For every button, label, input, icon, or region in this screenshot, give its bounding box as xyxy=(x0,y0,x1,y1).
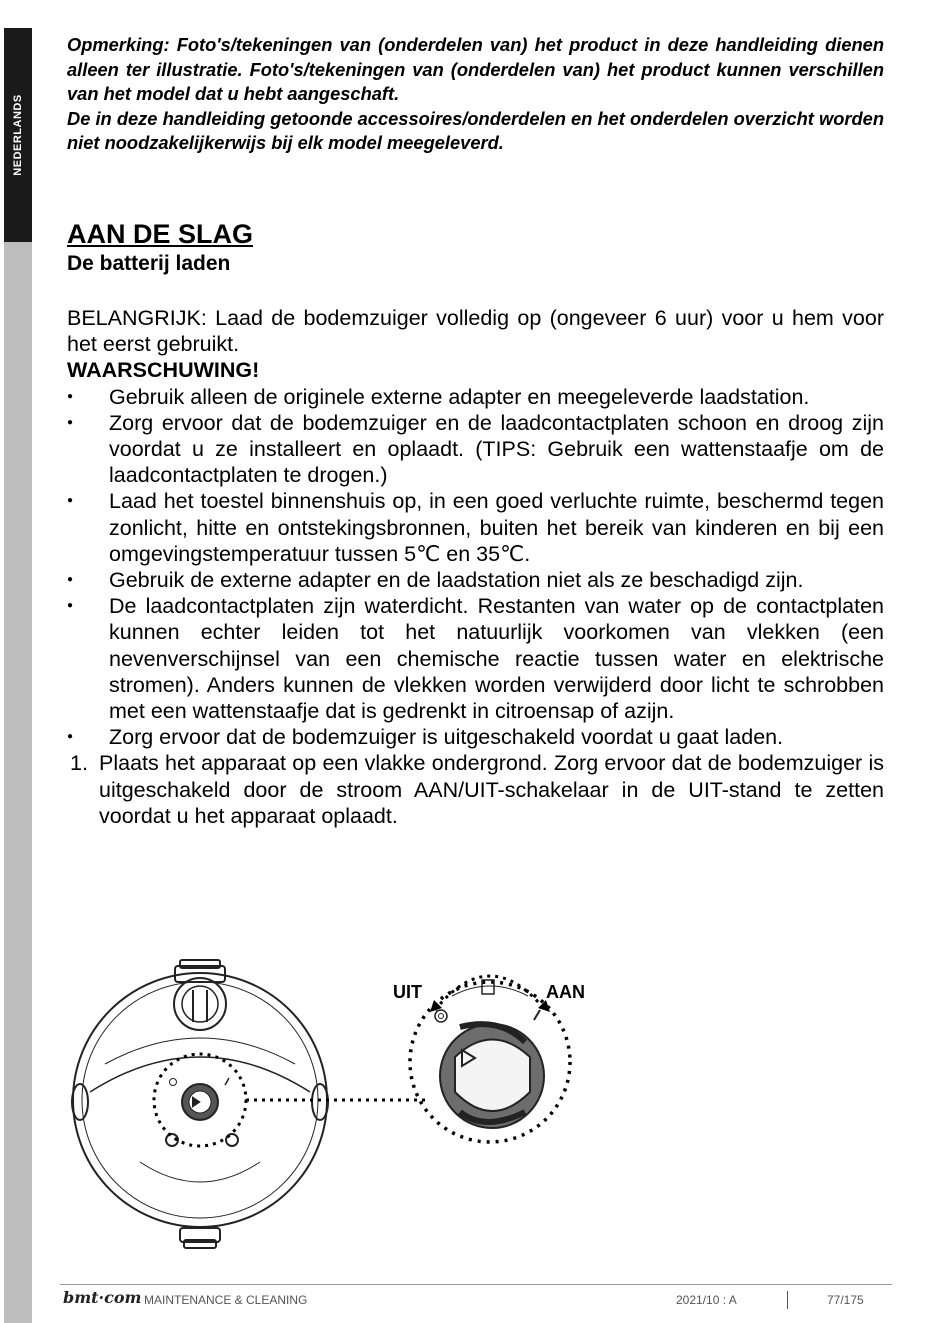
power-switch-knob xyxy=(440,1024,544,1128)
warning-list xyxy=(67,384,884,751)
step-item xyxy=(67,750,884,829)
page-number: 77/175 xyxy=(827,1293,864,1307)
instructions-body xyxy=(67,305,884,829)
list-item: ● Zorg ervoor dat de bodemzuiger is uitgeschakeld voordat u gaat laden. xyxy=(67,724,884,750)
footer-divider xyxy=(60,1284,892,1285)
label-on: AAN xyxy=(546,982,585,1002)
sidebar-strip xyxy=(4,242,32,1323)
on-symbol-icon xyxy=(534,1010,540,1020)
step-text: Plaats het apparaat op een vlakke ondergrond. Zorg ervoor dat de bodemzuiger is uitgeschakeld door de stroom AAN/UIT-schakelaar in de UIT-stand te zetten voordat u het apparaat oplaadt. xyxy=(99,751,884,828)
list-item: ● Laad het toestel binnenshuis op, in een goed verluchte ruimte, beschermd tegen zonlicht, hitte en ontstekingsbronnen, buiten het bereik van kinderen en bij een omgevingstemperatuur tussen 5℃ en 35℃. xyxy=(67,488,884,567)
list-item: ● Zorg ervoor dat de bodemzuiger en de laadcontactplaten schoon en droog zijn voordat u ze installeert en oplaadt. (TIPS: Gebruik een wattenstaafje om de laadcontactplaten te drogen.) xyxy=(67,410,884,489)
label-off: UIT xyxy=(393,982,422,1002)
pool-vacuum-drawing xyxy=(72,960,328,1248)
list-item: ● Gebruik de externe adapter en de laadstation niet als ze beschadigd zijn. xyxy=(67,567,884,593)
section-subtitle: De batterij laden xyxy=(67,252,231,275)
brand-logo: bmt·com xyxy=(63,1288,142,1307)
step-number: 1. xyxy=(70,751,88,776)
note-paragraph: De in deze handleiding getoonde accessoires/onderdelen en het onderdelen overzicht worden niet noodzakelijkerwijs bij elk model meegeleverd. xyxy=(67,107,884,153)
list-item: ● Gebruik alleen de originele externe adapter en meegeleverde laadstation. xyxy=(67,384,884,410)
list-item: ● De laadcontactplaten zijn waterdicht. Restanten van water op de contactplaten kunnen echter leiden tot het natuurlijk voorkomen van vlekken (een nevenverschijnsel van een chemische reactie tussen water en elektrische stromen). Anders kunnen de vlekken worden verwijderd door licht te schrobben met een wattenstaafje dat is gedrenkt in citroensap of azijn. xyxy=(67,593,884,724)
power-switch-illustration xyxy=(60,952,620,1262)
steps-list xyxy=(67,750,884,829)
warning-heading: WAARSCHUWING! xyxy=(67,358,260,383)
footer-version: 2021/10 : A xyxy=(676,1293,737,1307)
off-symbol-icon xyxy=(435,1010,447,1022)
footer-separator xyxy=(787,1291,788,1309)
section-title: AAN DE SLAG xyxy=(67,219,254,249)
sidebar-language-label: NEDERLANDS xyxy=(12,94,24,176)
important-paragraph: BELANGRIJK: Laad de bodemzuiger volledig op (ongeveer 6 uur) voor u hem voor het eerst gebruikt. xyxy=(67,306,884,357)
footer-section: MAINTENANCE & CLEANING xyxy=(144,1293,308,1307)
note-paragraph: Opmerking: Foto's/tekeningen van (onderdelen van) het product in deze handleiding dienen alleen ter illustratie. Foto's/tekeningen van (onderdelen van) het product kunnen verschillen van het model dat u hebt aangeschaft. xyxy=(67,34,884,104)
illustration-note xyxy=(67,33,884,156)
